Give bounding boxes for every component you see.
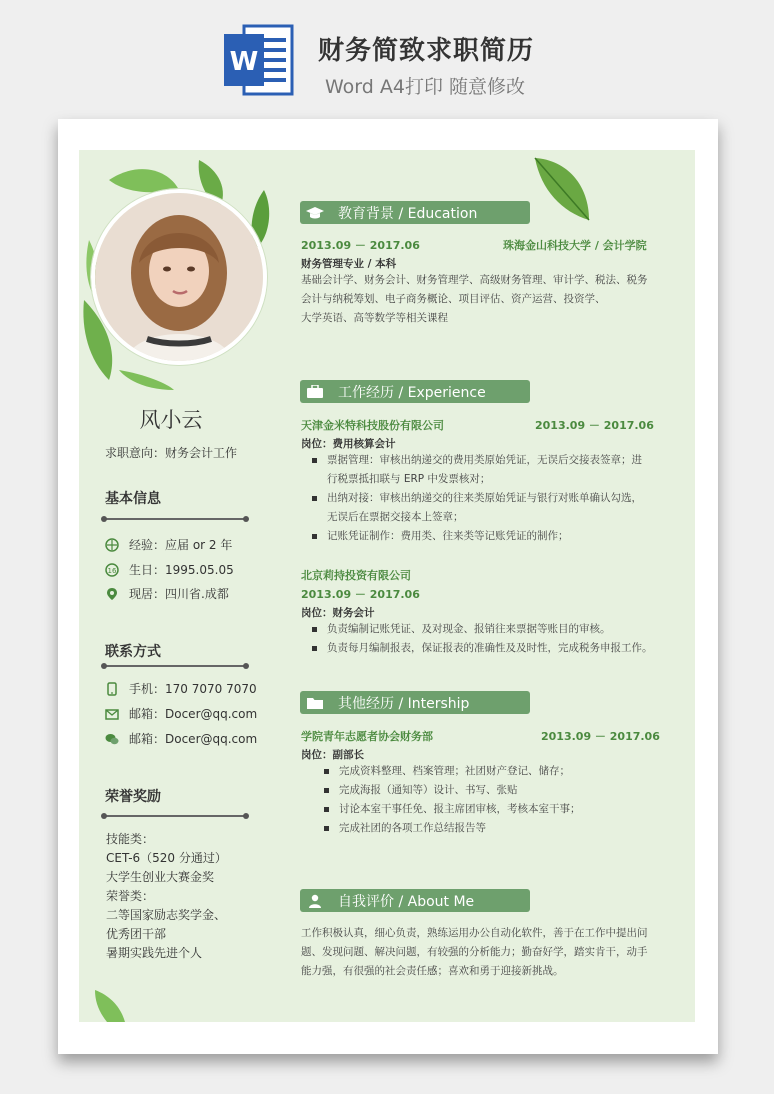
honor-line: 暑期实践先进个人 — [106, 946, 203, 960]
honor-line: CET-6（520 分通过） — [106, 851, 227, 865]
leaf-decoration-icon — [87, 986, 137, 1022]
about-line: 工作积极认真，细心负责，熟练运用办公自动化软件，善于在工作中提出问 — [301, 927, 648, 939]
education-courses — [301, 271, 648, 328]
honor-line: 二等国家励志奖学金、 — [106, 908, 227, 922]
word-icon — [222, 24, 294, 96]
email-text: 邮箱：Docer@qq.com — [129, 707, 258, 721]
job1-bullet — [301, 489, 642, 527]
job2-bullet: 负责编制记账凭证、及对现金、报销往来票据等账目的审核。 — [301, 620, 611, 639]
about-text — [301, 924, 648, 981]
other-position: 岗位：副部长 — [301, 749, 364, 761]
divider — [104, 815, 246, 817]
svg-text:16: 16 — [107, 566, 117, 575]
education-section-header — [300, 201, 530, 224]
work-heading: 工作经历 / Experience — [338, 384, 486, 401]
basic-info-heading: 基本信息 — [105, 491, 161, 507]
job1-period: 2013.09 － 2017.06 — [535, 419, 654, 432]
birthday-icon — [105, 563, 119, 577]
education-heading: 教育背景 / Education — [338, 205, 478, 222]
bullet-line: 出纳对接：审核出纳递交的往来类原始凭证与银行对账单确认勾选， — [327, 492, 642, 504]
other-bullet: 完成海报（通知等）设计、书写、张贴 — [313, 781, 518, 800]
job2-period: 2013.09 － 2017.06 — [301, 588, 420, 601]
honor-line: 荣誉类： — [106, 889, 155, 903]
resume-page — [58, 119, 718, 1054]
mail-icon — [105, 707, 119, 721]
experience-text: 经验：应届 or 2 年 — [129, 538, 233, 552]
honor-line: 大学生创业大赛金奖 — [106, 870, 215, 884]
course-line: 基础会计学、财务会计、财务管理学、高级财务管理、审计学、税法、税务 — [301, 274, 648, 286]
about-section-header — [300, 889, 530, 912]
location-text: 现居：四川省.成都 — [129, 587, 229, 601]
education-school: 珠海金山科技大学 / 会计学院 — [503, 239, 647, 252]
compass-icon — [105, 538, 119, 552]
bullet-line: 无误后在票据交接本上签章； — [327, 511, 464, 523]
birth-item — [105, 561, 234, 578]
course-line: 大学英语、高等数学等相关课程 — [301, 312, 448, 324]
about-heading: 自我评价 / About Me — [338, 893, 475, 910]
job1-company: 天津金米特科技股份有限公司 — [301, 419, 444, 432]
bullet-line: 记账凭证制作：费用类、往来类等记账凭证的制作； — [327, 530, 569, 542]
experience-item — [105, 536, 232, 553]
contact-heading: 联系方式 — [105, 644, 161, 660]
job1-position: 岗位：费用核算会计 — [301, 438, 396, 450]
about-line: 题、发现问题、解决问题，有较强的分析能力；勤奋好学，踏实肯干，动手 — [301, 946, 648, 958]
job2-position: 岗位：财务会计 — [301, 607, 375, 619]
job2-company: 北京莉持投资有限公司 — [301, 569, 411, 582]
education-period: 2013.09 － 2017.06 — [301, 239, 420, 252]
other-heading: 其他经历 / Intership — [338, 695, 470, 712]
bullet-line: 行税票抵扣联与 ERP 中发票核对； — [327, 473, 491, 485]
other-org: 学院青年志愿者协会财务部 — [301, 730, 433, 743]
location-item — [105, 585, 229, 602]
profile-name: 风小云 — [139, 408, 203, 432]
wechat-item — [105, 730, 257, 747]
job1-bullet — [301, 451, 642, 489]
page-subtitle: Word A4打印 随意修改 — [325, 76, 526, 98]
other-bullet: 讨论本室干事任免、报主席团审核，考核本室干事； — [313, 800, 581, 819]
honor-line: 优秀团干部 — [106, 927, 167, 941]
divider — [104, 518, 246, 520]
graduation-cap-icon — [306, 207, 324, 219]
svg-text:W: W — [229, 47, 259, 77]
education-major: 财务管理专业 / 本科 — [301, 258, 397, 270]
job2-bullet: 负责每月编制报表，保证报表的准确性及及时性，完成税务申报工作。 — [301, 639, 653, 658]
resume-sheet — [79, 150, 695, 1022]
job-intent: 求职意向：财务会计工作 — [105, 446, 238, 460]
phone-item — [105, 680, 257, 697]
honors-heading: 荣誉奖励 — [105, 789, 161, 805]
course-line: 会计与纳税筹划、电子商务概论、项目评估、资产运营、投资学、 — [301, 293, 606, 305]
wechat-icon — [105, 732, 119, 746]
briefcase-icon — [307, 385, 323, 398]
wechat-text: 邮箱：Docer@qq.com — [129, 732, 258, 746]
bullet-line: 票据管理：审核出纳递交的费用类原始凭证，无误后交接表签章；进 — [327, 454, 642, 466]
other-bullet: 完成资料整理、档案管理；社团财产登记、储存； — [313, 762, 570, 781]
page-title: 财务简致求职简历 — [318, 36, 535, 66]
birth-text: 生日：1995.05.05 — [129, 563, 234, 577]
user-icon — [308, 894, 322, 908]
email-item — [105, 705, 257, 722]
location-pin-icon — [105, 587, 119, 601]
phone-icon — [105, 682, 119, 696]
job1-bullet — [301, 527, 569, 546]
phone-text: 手机：170 7070 7070 — [129, 682, 257, 696]
other-bullet: 完成社团的各项工作总结报告等 — [313, 819, 486, 838]
about-line: 能力强，有很强的社会责任感；喜欢和勇于迎接新挑战。 — [301, 965, 564, 977]
other-section-header — [300, 691, 530, 714]
honor-line: 技能类： — [106, 832, 155, 846]
leaf-decoration-icon — [527, 150, 607, 230]
divider — [104, 665, 246, 667]
work-section-header — [300, 380, 530, 403]
avatar — [91, 189, 267, 365]
other-period: 2013.09 － 2017.06 — [541, 730, 660, 743]
folder-icon — [307, 697, 323, 709]
honors-list — [106, 830, 227, 963]
